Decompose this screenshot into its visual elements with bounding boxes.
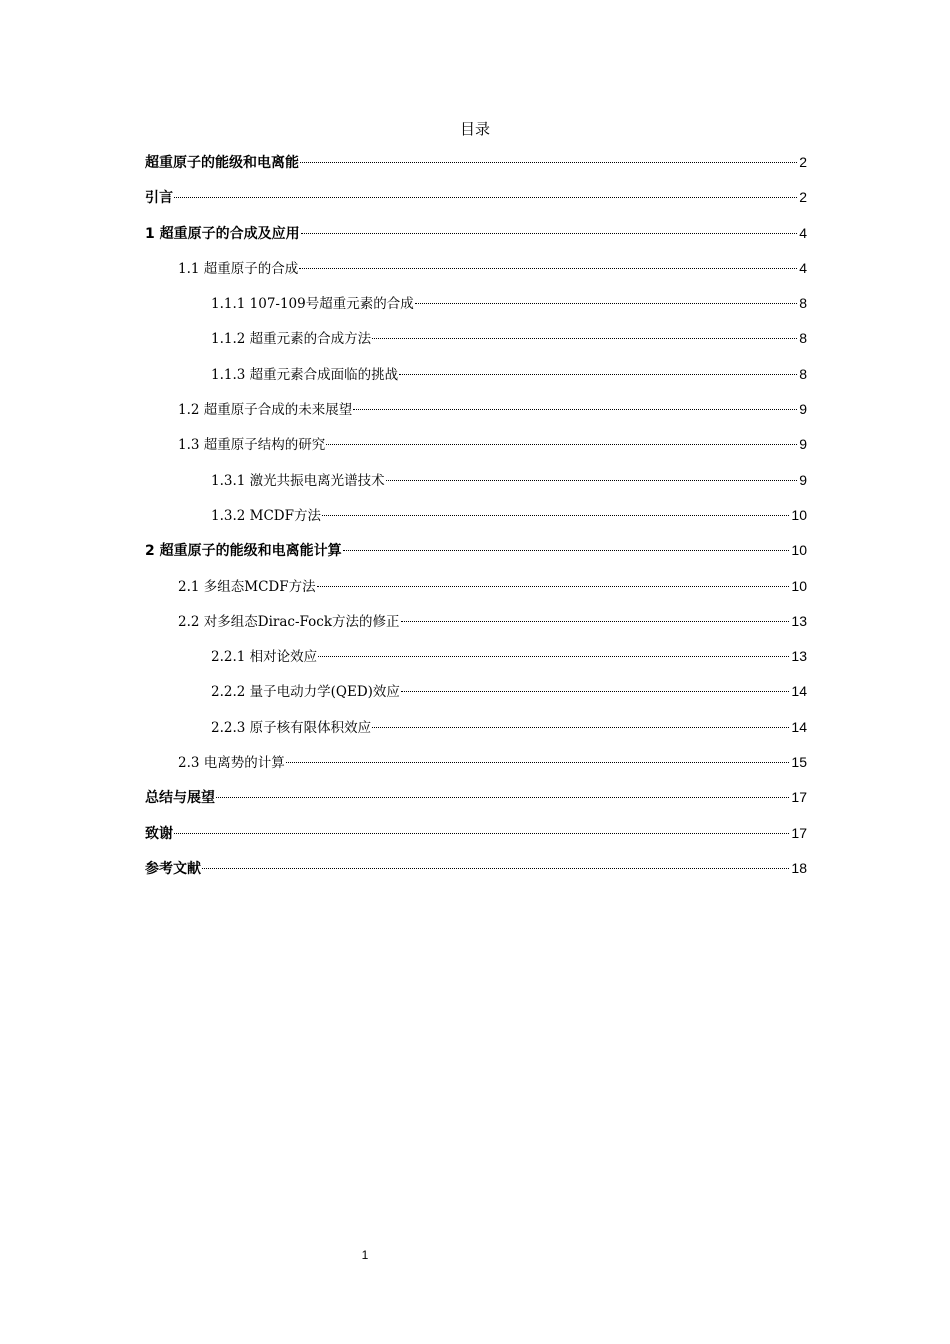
- toc-dot-leader: [174, 833, 789, 834]
- toc-dot-leader: [401, 691, 790, 692]
- toc-dot-leader: [322, 515, 789, 516]
- toc-entry-page: 10: [791, 506, 807, 523]
- toc-entry-page: 14: [791, 718, 807, 735]
- toc-entry[interactable]: [145, 821, 807, 856]
- toc-entry[interactable]: [145, 679, 807, 714]
- toc-entry-page: 9: [799, 471, 807, 488]
- toc-entry-page: 9: [799, 436, 807, 453]
- toc-entry-label: 2.3 电离势的计算: [178, 755, 285, 772]
- toc-entry-page: 10: [791, 542, 807, 559]
- toc-dot-leader: [386, 480, 798, 481]
- toc-entry-label: 1.3.2 MCDF方法: [211, 507, 321, 524]
- toc-dot-leader: [300, 162, 797, 163]
- toc-entry[interactable]: [145, 785, 807, 820]
- toc-entry[interactable]: [145, 538, 807, 573]
- toc-entry-page: 2: [799, 154, 807, 170]
- toc-dot-leader: [343, 550, 790, 551]
- toc-dot-leader: [353, 409, 797, 410]
- toc-entry-page: 13: [791, 648, 807, 665]
- toc-entry[interactable]: [145, 644, 807, 679]
- toc-entry-page: 17: [791, 824, 807, 841]
- toc-entry[interactable]: [145, 609, 807, 644]
- toc-dot-leader: [317, 586, 790, 587]
- toc-entry[interactable]: [145, 750, 807, 785]
- toc-entry[interactable]: [145, 326, 807, 361]
- toc-entry-label: 1.1.3 超重元素合成面临的挑战: [211, 366, 399, 383]
- toc-entry-label: 参考文献: [145, 860, 201, 877]
- toc-entry-label: 超重原子的能级和电离能: [145, 155, 299, 171]
- toc-entry[interactable]: [145, 503, 807, 538]
- toc-entry-label: 2 超重原子的能级和电离能计算: [145, 543, 342, 560]
- toc-entry-label: 致谢: [145, 825, 173, 842]
- toc-entry[interactable]: [145, 856, 807, 891]
- toc-entry-label: 2.2.1 相对论效应: [211, 649, 318, 666]
- toc-entry[interactable]: [145, 397, 807, 432]
- page-number: 1: [361, 1248, 369, 1262]
- toc-entry[interactable]: [145, 432, 807, 467]
- toc-entry[interactable]: [145, 468, 807, 503]
- toc-entry-page: 13: [791, 612, 807, 629]
- toc-entry-page: 8: [799, 365, 807, 382]
- toc-entry[interactable]: [145, 362, 807, 397]
- toc-entry-page: 15: [791, 754, 807, 771]
- toc-dot-leader: [372, 338, 797, 339]
- toc-entry-page: 10: [791, 577, 807, 594]
- toc-dot-leader: [415, 303, 797, 304]
- toc-entry[interactable]: [145, 574, 807, 609]
- toc-entry-page: 9: [799, 401, 807, 418]
- toc-dot-leader: [372, 727, 789, 728]
- toc-dot-leader: [202, 868, 789, 869]
- toc-dot-leader: [326, 444, 797, 445]
- toc-entry-page: 14: [791, 683, 807, 700]
- toc-entry[interactable]: [145, 150, 807, 185]
- toc-entry-label: 1.3 超重原子结构的研究: [178, 437, 326, 454]
- toc-title: 目录: [459, 120, 490, 138]
- toc-entry-label: 总结与展望: [145, 790, 215, 807]
- toc-entry-label: 1.1.1 107-109号超重元素的合成: [211, 296, 414, 313]
- toc-entry[interactable]: [145, 715, 807, 750]
- toc-entry-label: 1.1.2 超重元素的合成方法: [211, 331, 372, 348]
- toc-entry-label: 2.2.2 量子电动力学(QED)效应: [211, 684, 400, 701]
- toc-entry[interactable]: [145, 256, 807, 291]
- toc-dot-leader: [401, 621, 790, 622]
- toc-dot-leader: [174, 197, 797, 198]
- toc-entry[interactable]: [145, 221, 807, 256]
- toc-entry-label: 引言: [145, 190, 173, 207]
- toc-entry-label: 2.2 对多组态Dirac-Fock方法的修正: [178, 613, 400, 630]
- toc-entry[interactable]: [145, 291, 807, 326]
- toc-dot-leader: [299, 268, 797, 269]
- toc-dot-leader: [301, 233, 798, 234]
- toc-entry-label: 1.3.1 激光共振电离光谱技术: [211, 472, 385, 489]
- toc-dot-leader: [286, 762, 790, 763]
- table-of-contents: [145, 150, 807, 891]
- toc-entry-page: 4: [799, 224, 807, 241]
- toc-entry-page: 2: [799, 189, 807, 206]
- toc-entry-page: 17: [791, 789, 807, 806]
- toc-entry-label: 2.2.3 原子核有限体积效应: [211, 719, 372, 736]
- toc-dot-leader: [216, 797, 789, 798]
- toc-entry-page: 8: [799, 295, 807, 312]
- toc-entry[interactable]: [145, 185, 807, 220]
- toc-entry-label: 2.1 多组态MCDF方法: [178, 578, 316, 595]
- toc-entry-label: 1 超重原子的合成及应用: [145, 225, 300, 242]
- toc-entry-page: 4: [799, 259, 807, 276]
- toc-dot-leader: [318, 656, 789, 657]
- toc-entry-page: 18: [791, 859, 807, 876]
- toc-dot-leader: [399, 374, 797, 375]
- toc-entry-label: 1.2 超重原子合成的未来展望: [178, 402, 353, 419]
- toc-entry-label: 1.1 超重原子的合成: [178, 260, 299, 277]
- toc-entry-page: 8: [799, 330, 807, 347]
